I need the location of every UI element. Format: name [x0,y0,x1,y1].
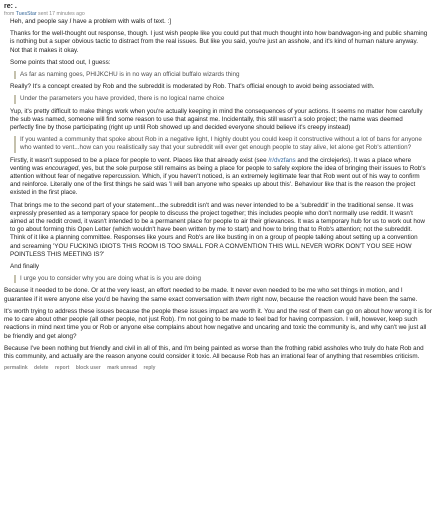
message-tagline [4,11,432,18]
paragraph: Yup, it's pretty difficult to make things work when you're actually keeping in mind the consequences of your actions. It seems no matter how carefully the sub was named, someone will find some reason to use that against me. Incidentally, this still wasn't a solo project; the name was deemed perfectly fine by those participating (right up until Rob showed up and decided everyone should believe it's creepy instead) [10,107,423,132]
permalink-button[interactable]: permalink [4,365,28,372]
author-link[interactable]: TuesStar [15,11,37,17]
quote: I urge you to consider why you are doing what is is you are doing [14,275,428,283]
mark-unread-button[interactable]: mark unread [107,365,138,372]
from-label: from [4,11,15,17]
sent-time: sent 17 minutes ago [38,11,85,17]
paragraph: Heh, and people say I have a problem with walls of text. :] [10,18,172,25]
paragraph: And finally [10,263,40,271]
delete-button[interactable]: delete [34,365,49,372]
paragraph: That brings me to the second part of your statement...the subreddit isn't and was never intended to be a 'subreddit' in the traditional sense. It was expressly presented as a temporary space for people to discuss the project together; this includes people who don't normally use reddit. It wasn't aimed at the reddit crowd, it wasn't intended to be a permanent place for people to air their grievances. It was a temporary hub for us to work out how to go about forming this Open Letter (which wouldn't have been written by me to start) and how to bring that to Rob's attention; not the subreddit. Think of it like a planning committee. Responses like yours and Rob's are like busting in on a group of people talking about setting up a convention and screaming 'YOU FUCKING IDIOTS THIS ROOM IS TOO SMALL FOR A CONVENTION THIS WILL NEVER WORK DON'T YOU SEE HOW POINTLESS THIS MEETING IS?' [10,201,425,258]
quote: As far as naming goes, PHIJKCHU is in no way an official buffalo wizards thing [14,71,428,79]
paragraph: Because it needed to be done. Or at the very least, an effort needed to be made. It never even needed to be me who set things in motion, and I guarantee if it were anyone else you'd be having the same exact conversation with them right now, because the reaction would have been the same. [4,287,418,303]
reply-button[interactable]: reply [143,365,156,372]
paragraph: Thanks for the well-thought out response, though. I just wish people like you could put that much thought into how bandwagon-ing and public shaming is nothing but a super obvious tactic to distract from the real issues. But like you said, you're just an asshole, and it's kind of human nature anyway. Not that it makes it okay. [10,30,428,54]
paragraph: Because I've been nothing but friendly and civil in all of this, and I'm being painted as worse than the frothing rabid assholes who truly do hate Rob and this community, and actually are the reason anyone could consider it toxic. All because Rob has an irrational fear of anything that resembles criticism. [4,344,424,360]
paragraph: Some points that stood out, I guess: [10,58,111,66]
quote: If you wanted a community that spoke about Rob in a negative light, I highly doubt you could keep it constructive without a lot of bans for anyone who wanted to vent...how can you realistically say that your subreddit will ever get enough people to stay alive, let alone get Rob's attention? [14,136,428,152]
message-body [10,18,428,283]
subreddit-link[interactable]: /r/dvzfans [268,156,296,164]
paragraph: Really? It's a concept created by Rob and the subreddit is moderated by Rob. That's official enough to avoid being associated with. [10,83,375,91]
message-outer-section [4,287,432,372]
message-actions [4,365,432,372]
quote: Under the parameters you have provided, there is no logical name choice [14,95,428,103]
block-user-button[interactable]: block user [75,365,101,372]
paragraph: Firstly, it wasn't supposed to be a place for people to vent. Places like that already exist (see /r/dvzfans and the circlejerks). It was a place where venting was encouraged, yes, but the sole purpose still remains as being a place for people to safely explore the idea of bringing their issues to Rob's attention without fear of negative repercussion. Which, if you haven't noticed, is an extremely legitimate fear that Rob went out of his way to confirm and reinforce. Literally one of the first things he said was 'I will ban anyone who speaks up about this'. Behaviour like that is the reason the project existed in the first place. [10,156,426,197]
paragraph: It's worth trying to address these issues because the people these issues impact are worth it. You and the rest of them can go on about how wrong it is for me to care about other people (all other people, not just Rob). I'm not going to be made to feel bad for having compassion. I will, however, keep such reactions in mind next time you or Rob or anyone else complains about how negative and uncaring and toxic the community is, and why can't we just all be friendly and get along? [4,307,432,340]
report-button[interactable]: report [54,365,70,372]
message-subject: re: . [4,3,17,10]
message-indented-section [10,18,428,283]
